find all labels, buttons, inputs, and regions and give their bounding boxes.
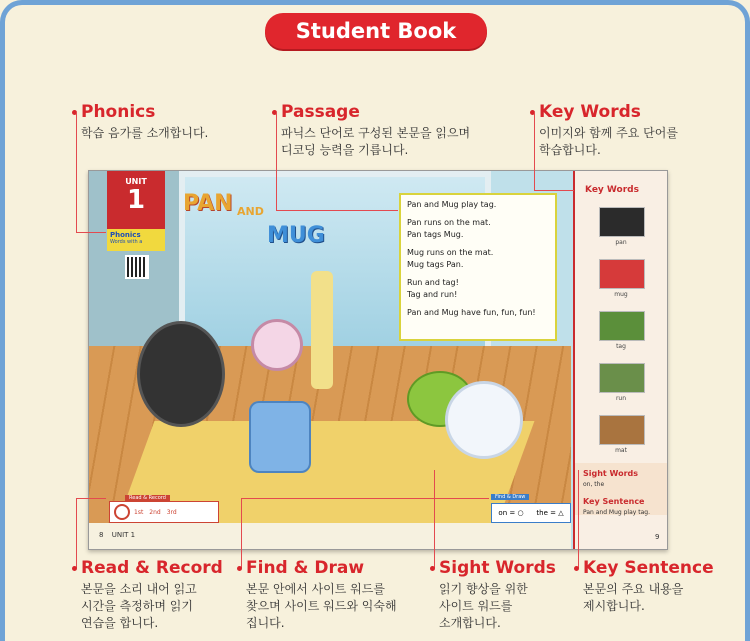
key-word-image bbox=[599, 415, 645, 445]
label-desc: 본문의 주요 내용을 제시합니다. bbox=[583, 582, 684, 613]
passage-line: Mug tags Pan. bbox=[407, 260, 464, 269]
page-number: 8 bbox=[99, 531, 104, 539]
pan-character bbox=[137, 321, 225, 427]
story-title-pan: PAN bbox=[183, 191, 233, 216]
label-key-words bbox=[530, 102, 678, 159]
key-word-caption: tag bbox=[616, 343, 626, 350]
key-word-image bbox=[599, 363, 645, 393]
label-title: Key Sentence bbox=[583, 558, 714, 578]
label-title: Phonics bbox=[81, 102, 156, 122]
label-desc: 파닉스 단어로 구성된 본문을 읽으며 디코딩 능력을 기릅니다. bbox=[281, 126, 471, 157]
find-draw-label: Find & Draw bbox=[491, 494, 529, 500]
story-title-and: AND bbox=[237, 205, 264, 218]
story-title-mug: MUG bbox=[267, 223, 325, 248]
label-sight-words bbox=[430, 558, 556, 632]
key-words-title: Key Words bbox=[585, 185, 639, 195]
read-record-cell: 2nd bbox=[149, 508, 161, 516]
guide-line-key-words-h bbox=[534, 190, 574, 191]
label-title: Sight Words bbox=[439, 558, 556, 578]
guide-line-find-draw-h bbox=[241, 498, 489, 499]
guide-line-phonics-h bbox=[76, 232, 106, 233]
guide-line-sight-words bbox=[434, 470, 435, 568]
key-word-caption: mug bbox=[614, 291, 628, 298]
page-title: Student Book bbox=[265, 13, 487, 49]
key-word-caption: pan bbox=[615, 239, 627, 246]
label-passage bbox=[272, 102, 470, 159]
passage-line: Pan runs on the mat. bbox=[407, 218, 491, 227]
page-number-left bbox=[99, 531, 135, 539]
passage-line: Pan tags Mug. bbox=[407, 230, 464, 239]
qr-code-icon[interactable] bbox=[125, 255, 149, 279]
key-word-caption: run bbox=[615, 395, 627, 402]
key-sentence-text: Pan and Mug play tag. bbox=[583, 509, 650, 516]
bottom-bar bbox=[89, 523, 571, 549]
label-find-draw bbox=[237, 558, 397, 632]
stopwatch-icon bbox=[114, 504, 130, 520]
find-draw-item: the = △ bbox=[536, 509, 564, 517]
passage-line: Run and tag! bbox=[407, 278, 459, 287]
unit-number: 1 bbox=[126, 185, 146, 215]
label-title: Read & Record bbox=[81, 558, 223, 578]
unit-badge bbox=[107, 171, 165, 229]
key-word-image bbox=[599, 207, 645, 237]
find-draw-box bbox=[491, 503, 571, 523]
mug-character bbox=[249, 401, 311, 473]
read-record-cell: 3rd bbox=[166, 508, 177, 516]
passage-line: Mug runs on the mat. bbox=[407, 248, 494, 257]
candlestick-character bbox=[311, 271, 333, 389]
key-words-sidebar bbox=[573, 171, 668, 549]
read-record-box bbox=[109, 501, 219, 523]
guide-line-passage-h bbox=[276, 210, 398, 211]
read-record-cells bbox=[134, 509, 177, 516]
bullet-icon bbox=[574, 566, 579, 571]
read-record-cell: 1st bbox=[134, 508, 144, 516]
guide-line-phonics bbox=[76, 112, 77, 232]
sight-words-list: on, the bbox=[583, 481, 605, 488]
find-draw-item: on = ○ bbox=[498, 509, 524, 517]
phonics-tag-title: Phonics bbox=[110, 231, 141, 239]
label-title: Key Words bbox=[539, 102, 641, 122]
key-word-caption: mat bbox=[615, 447, 627, 454]
phonics-tag-sub: Words with a bbox=[110, 239, 143, 245]
page-number-right: 9 bbox=[655, 533, 660, 541]
sight-words-title: Sight Words bbox=[583, 469, 639, 478]
passage-line: Tag and run! bbox=[407, 290, 458, 299]
label-title: Find & Draw bbox=[246, 558, 365, 578]
label-desc: 본문을 소리 내어 읽고 시간을 측정하며 읽기 연습을 합니다. bbox=[81, 582, 197, 630]
passage-line: Pan and Mug have fun, fun, fun! bbox=[407, 308, 536, 317]
bullet-icon bbox=[430, 566, 435, 571]
label-desc: 이미지와 함께 주요 단어를 학습합니다. bbox=[539, 126, 678, 157]
page-unit: UNIT 1 bbox=[111, 531, 136, 539]
book-spread bbox=[88, 170, 668, 550]
guide-line-key-words bbox=[534, 112, 535, 190]
read-record-label: Read & Record bbox=[125, 495, 170, 501]
label-title: Passage bbox=[281, 102, 360, 122]
unit-label: UNIT bbox=[125, 177, 147, 186]
guide-line-key-sentence bbox=[578, 470, 579, 568]
passage-line: Pan and Mug play tag. bbox=[407, 200, 497, 209]
label-desc: 본문 안에서 사이트 워드를 찾으며 사이트 워드와 익숙해 집니다. bbox=[246, 582, 397, 630]
phonics-tag bbox=[107, 229, 165, 251]
label-desc: 학습 음가를 소개합니다. bbox=[81, 126, 209, 140]
label-phonics bbox=[72, 102, 208, 142]
clock-character bbox=[251, 319, 303, 371]
key-word-image bbox=[599, 311, 645, 341]
passage-box bbox=[399, 193, 557, 341]
label-key-sentence bbox=[574, 558, 714, 615]
label-read-record bbox=[72, 558, 223, 632]
bullet-icon bbox=[72, 566, 77, 571]
bullet-icon bbox=[237, 566, 242, 571]
key-sentence-title: Key Sentence bbox=[583, 497, 645, 506]
guide-line-read-record-h bbox=[76, 498, 106, 499]
guide-line-passage bbox=[276, 112, 277, 210]
key-word-image bbox=[599, 259, 645, 289]
label-desc: 읽기 향상을 위한 사이트 워드를 소개합니다. bbox=[439, 582, 528, 630]
plate-character bbox=[445, 381, 523, 459]
